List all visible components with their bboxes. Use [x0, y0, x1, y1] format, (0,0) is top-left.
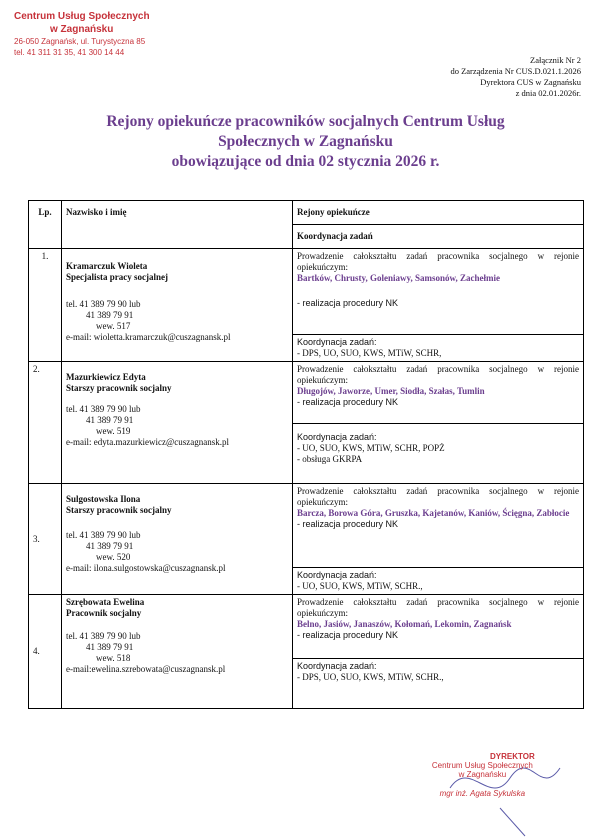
header-coord: Koordynacja zadań	[293, 225, 584, 249]
signature-name: mgr inż. Agata Sykulska	[439, 789, 526, 798]
row-person	[62, 249, 293, 362]
org-address: 26-050 Zagnańsk, ul. Turystyczna 85	[14, 37, 146, 46]
row-lp: 2.	[29, 362, 62, 484]
person-email[interactable]: e-mail: wioletta.kramarczuk@cuszagnansk.pl	[66, 332, 231, 342]
row-regions	[293, 362, 584, 424]
row-coord	[293, 568, 584, 595]
header-regions: Rejony opiekuńcze	[293, 201, 584, 225]
person-email[interactable]: e-mail: edyta.mazurkiewicz@cuszagnansk.pl	[66, 437, 229, 447]
title-line1: Rejony opiekuńcze pracowników socjalnych Centrum Usług	[106, 113, 505, 130]
table-row	[29, 249, 584, 335]
person-tel1: tel. 41 389 79 90 lub	[66, 404, 141, 414]
row-lp: 1.	[29, 249, 62, 362]
row-coord	[293, 424, 584, 484]
person-name: Kramarczuk Wioleta	[66, 261, 148, 271]
person-role: Starszy pracownik socjalny	[66, 505, 172, 515]
person-tel1: tel. 41 389 79 90 lub	[66, 631, 141, 641]
row-regions	[293, 595, 584, 659]
person-ext: wew. 519	[96, 426, 131, 436]
header-name: Nazwisko i imię	[62, 201, 293, 249]
row-person	[62, 484, 293, 595]
regions-places: Barcza, Borowa Góra, Gruszka, Kajetanów, Kaniów, Ścięgna, Zabłocie	[297, 508, 570, 518]
coord-line2: - obsługa GKRPA	[297, 454, 363, 464]
person-tel1: tel. 41 389 79 90 lub	[66, 299, 141, 309]
table-header-row	[29, 201, 584, 225]
person-name: Sulgostowska Ilona	[66, 494, 141, 504]
regions-intro: Prowadzenie całokształtu zadań pracownika socjalnego w rejonie opiekuńczym:	[297, 486, 579, 507]
row-coord	[293, 335, 584, 362]
table-row	[29, 484, 584, 568]
regions-intro: Prowadzenie całokształtu zadań pracownika socjalnego w rejonie opiekuńczym:	[297, 364, 579, 385]
org-phone: tel. 41 311 31 35, 41 300 14 44	[14, 48, 125, 57]
regions-intro: Prowadzenie całokształtu zadań pracownika socjalnego w rejonie opiekuńczym:	[297, 251, 579, 272]
person-email[interactable]: e-mail:ewelina.szrebowata@cuszagnansk.pl	[66, 664, 226, 674]
regions-nk: - realizacja procedury NK	[297, 630, 399, 640]
regions-places: Długojów, Jaworze, Umer, Siodła, Szałas, Tumlin	[297, 386, 485, 396]
row-person	[62, 362, 293, 484]
person-name: Mazurkiewicz Edyta	[66, 372, 146, 382]
person-tel2: 41 389 79 91	[86, 541, 134, 551]
signature-org2: w Zagnańsku	[458, 770, 507, 779]
person-tel1: tel. 41 389 79 90 lub	[66, 530, 141, 540]
coord-label: Koordynacja zadań:	[297, 337, 377, 347]
regions-nk: - realizacja procedury NK	[297, 397, 399, 407]
row-lp: 4.	[29, 595, 62, 709]
header-lp: Lp.	[29, 201, 62, 249]
regions-nk: - realizacja procedury NK	[297, 298, 399, 308]
coord-label: Koordynacja zadań:	[297, 570, 377, 580]
row-regions	[293, 484, 584, 568]
row-lp: 3.	[29, 484, 62, 595]
person-role: Pracownik socjalny	[66, 608, 142, 618]
director-signature	[430, 752, 535, 798]
row-coord	[293, 659, 584, 709]
person-name: Szrębowata Ewelina	[66, 597, 145, 607]
title-line3: obowiązujące od dnia 02 stycznia 2026 r.	[171, 153, 440, 170]
row-regions	[293, 249, 584, 335]
annex-note	[450, 55, 581, 99]
signature-title: DYREKTOR	[490, 752, 535, 761]
annex-line4: z dnia 02.01.2026r.	[515, 88, 581, 98]
table-row	[29, 362, 584, 424]
person-ext: wew. 517	[96, 321, 131, 331]
org-letterhead	[14, 10, 150, 58]
person-role: Specjalista pracy socjalnej	[66, 272, 168, 282]
regions-places: Bartków, Chrusty, Goleniawy, Samsonów, Zachełmie	[297, 273, 501, 283]
coord-line1: - UO, SUO, KWS, MTiW, SCHR.,	[297, 581, 423, 591]
title-line2: Społecznych w Zagnańsku	[218, 133, 393, 150]
annex-line3: Dyrektora CUS w Zagnańsku	[480, 77, 581, 87]
table-row	[29, 595, 584, 659]
coord-line1: - DPS, UO, SUO, KWS, MTiW, SCHR.,	[297, 672, 444, 682]
org-name-line2: w Zagnańsku	[50, 24, 114, 35]
regions-nk: - realizacja procedury NK	[297, 519, 399, 529]
person-ext: wew. 518	[96, 653, 131, 663]
signature-org1: Centrum Usług Społecznych	[431, 761, 533, 770]
regions-places: Belno, Jasiów, Janaszów, Kołomań, Lekomin, Zagnańsk	[297, 619, 512, 629]
coord-label: Koordynacja zadań:	[297, 432, 377, 442]
row-person	[62, 595, 293, 709]
person-role: Starszy pracownik socjalny	[66, 383, 172, 393]
regions-table	[28, 200, 584, 709]
coord-line1: - DPS, UO, SUO, KWS, MTiW, SCHR,	[297, 348, 442, 358]
person-tel2: 41 389 79 91	[86, 310, 134, 320]
person-tel2: 41 389 79 91	[86, 642, 134, 652]
regions-intro: Prowadzenie całokształtu zadań pracownika socjalnego w rejonie opiekuńczym:	[297, 597, 579, 618]
org-name-line1: Centrum Usług Społecznych	[14, 11, 150, 22]
annex-line1: Załącznik Nr 2	[530, 55, 581, 65]
document-title	[0, 112, 611, 172]
annex-line2: do Zarządzenia Nr CUS.D.021.1.2026	[450, 66, 581, 76]
coord-label: Koordynacja zadań:	[297, 661, 377, 671]
person-email[interactable]: e-mail: ilona.sulgostowska@cuszagnansk.pl	[66, 563, 226, 573]
person-ext: wew. 520	[96, 552, 131, 562]
person-tel2: 41 389 79 91	[86, 415, 134, 425]
coord-line1: - UO, SUO, KWS, MTiW, SCHR, POPŻ	[297, 443, 445, 453]
